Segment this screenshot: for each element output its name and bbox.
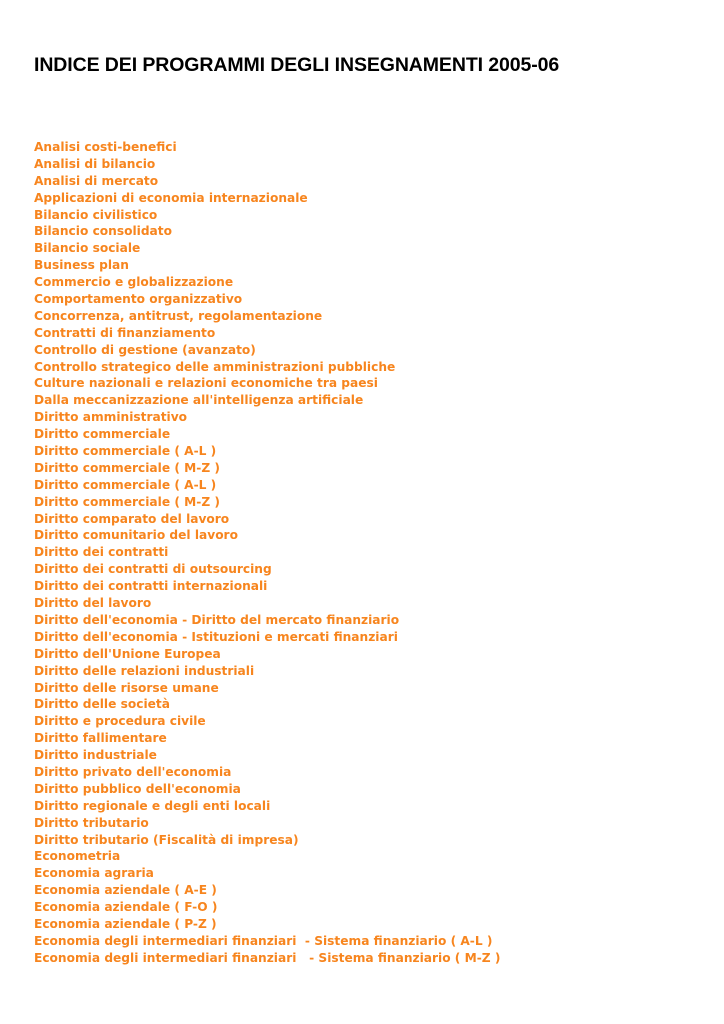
course-link[interactable]: Concorrenza, antitrust, regolamentazione bbox=[34, 308, 323, 323]
course-link[interactable]: Analisi di bilancio bbox=[34, 156, 156, 171]
course-link[interactable]: Economia degli intermediari finanziari - Sistema finanziario ( M-Z ) bbox=[34, 950, 501, 965]
course-link[interactable]: Diritto dei contratti bbox=[34, 545, 169, 560]
course-link[interactable]: Comportamento organizzativo bbox=[34, 292, 243, 307]
list-item bbox=[34, 544, 500, 561]
list-item bbox=[34, 359, 500, 376]
course-link[interactable]: Diritto delle relazioni industriali bbox=[34, 663, 255, 678]
course-link[interactable]: Dalla meccanizzazione all'intelligenza artificiale bbox=[34, 393, 364, 408]
course-link[interactable]: Culture nazionali e relazioni economiche tra paesi bbox=[34, 376, 378, 391]
list-item bbox=[34, 325, 500, 342]
list-item bbox=[34, 832, 500, 849]
list-item bbox=[34, 764, 500, 781]
list-item bbox=[34, 730, 500, 747]
list-item bbox=[34, 426, 500, 443]
course-link[interactable]: Diritto amministrativo bbox=[34, 410, 188, 425]
course-link[interactable]: Bilancio civilistico bbox=[34, 207, 158, 222]
list-item bbox=[34, 223, 500, 240]
course-link[interactable]: Diritto privato dell'economia bbox=[34, 764, 232, 779]
list-item bbox=[34, 629, 500, 646]
course-link[interactable]: Diritto delle società bbox=[34, 697, 170, 712]
course-link[interactable]: Diritto commerciale bbox=[34, 427, 171, 442]
course-link[interactable]: Diritto commerciale ( A-L ) bbox=[34, 444, 217, 459]
list-item bbox=[34, 578, 500, 595]
course-link[interactable]: Econometria bbox=[34, 849, 121, 864]
course-link[interactable]: Diritto regionale e degli enti locali bbox=[34, 798, 271, 813]
course-link[interactable]: Diritto tributario bbox=[34, 815, 149, 830]
course-link[interactable]: Diritto dell'Unione Europea bbox=[34, 646, 221, 661]
course-link[interactable]: Contratti di finanziamento bbox=[34, 325, 216, 340]
list-item bbox=[34, 257, 500, 274]
course-link[interactable]: Controllo di gestione (avanzato) bbox=[34, 342, 256, 357]
course-link[interactable]: Economia agraria bbox=[34, 866, 154, 881]
course-link[interactable]: Commercio e globalizzazione bbox=[34, 275, 234, 290]
course-link[interactable]: Bilancio sociale bbox=[34, 241, 141, 256]
list-item bbox=[34, 646, 500, 663]
course-link[interactable]: Diritto del lavoro bbox=[34, 596, 152, 611]
course-link[interactable]: Economia degli intermediari finanziari - Sistema finanziario ( A-L ) bbox=[34, 933, 493, 948]
course-link[interactable]: Diritto commerciale ( M-Z ) bbox=[34, 494, 220, 509]
course-link[interactable]: Analisi costi-benefici bbox=[34, 140, 177, 154]
list-item bbox=[34, 291, 500, 308]
course-link[interactable]: Diritto dell'economia - Diritto del mercato finanziario bbox=[34, 612, 400, 627]
list-item bbox=[34, 274, 500, 291]
course-link[interactable]: Economia aziendale ( A-E ) bbox=[34, 883, 217, 898]
list-item bbox=[34, 798, 500, 815]
course-link[interactable]: Diritto comparato del lavoro bbox=[34, 511, 230, 526]
list-item bbox=[34, 207, 500, 224]
list-item bbox=[34, 156, 500, 173]
list-item bbox=[34, 713, 500, 730]
list-item bbox=[34, 663, 500, 680]
list-item bbox=[34, 477, 500, 494]
course-link[interactable]: Diritto dei contratti di outsourcing bbox=[34, 562, 272, 577]
list-item bbox=[34, 848, 500, 865]
list-item bbox=[34, 443, 500, 460]
list-item bbox=[34, 561, 500, 578]
list-item bbox=[34, 342, 500, 359]
course-link[interactable]: Bilancio consolidato bbox=[34, 224, 172, 239]
list-item bbox=[34, 375, 500, 392]
course-link[interactable]: Business plan bbox=[34, 258, 129, 273]
course-link[interactable]: Applicazioni di economia internazionale bbox=[34, 190, 308, 205]
list-item bbox=[34, 680, 500, 697]
list-item bbox=[34, 392, 500, 409]
page-title: INDICE DEI PROGRAMMI DEGLI INSEGNAMENTI 2005-06 bbox=[34, 54, 560, 76]
list-item bbox=[34, 308, 500, 325]
course-link[interactable]: Controllo strategico delle amministrazioni pubbliche bbox=[34, 359, 396, 374]
list-item bbox=[34, 527, 500, 544]
list-item bbox=[34, 511, 500, 528]
course-link[interactable]: Economia aziendale ( F-O ) bbox=[34, 900, 218, 915]
course-link[interactable]: Diritto commerciale ( M-Z ) bbox=[34, 460, 220, 475]
list-item bbox=[34, 865, 500, 882]
list-item bbox=[34, 933, 500, 950]
course-link[interactable]: Diritto comunitario del lavoro bbox=[34, 528, 238, 543]
list-item bbox=[34, 950, 500, 967]
list-item bbox=[34, 815, 500, 832]
list-item bbox=[34, 240, 500, 257]
list-item bbox=[34, 494, 500, 511]
course-link[interactable]: Diritto fallimentare bbox=[34, 731, 167, 746]
course-link[interactable]: Economia aziendale ( P-Z ) bbox=[34, 916, 217, 931]
course-link[interactable]: Diritto industriale bbox=[34, 748, 157, 763]
list-item bbox=[34, 899, 500, 916]
list-item bbox=[34, 595, 500, 612]
list-item bbox=[34, 696, 500, 713]
list-item bbox=[34, 190, 500, 207]
list-item bbox=[34, 460, 500, 477]
list-item bbox=[34, 781, 500, 798]
course-link[interactable]: Diritto e procedura civile bbox=[34, 714, 206, 729]
list-item bbox=[34, 916, 500, 933]
course-link[interactable]: Diritto commerciale ( A-L ) bbox=[34, 477, 217, 492]
course-link[interactable]: Diritto dell'economia - Istituzioni e mercati finanziari bbox=[34, 629, 398, 644]
list-item bbox=[34, 139, 500, 156]
list-item bbox=[34, 173, 500, 190]
course-link[interactable]: Diritto dei contratti internazionali bbox=[34, 579, 268, 594]
course-link[interactable]: Analisi di mercato bbox=[34, 173, 159, 188]
list-item bbox=[34, 612, 500, 629]
list-item bbox=[34, 747, 500, 764]
course-index-list bbox=[34, 139, 500, 967]
list-item bbox=[34, 409, 500, 426]
course-link[interactable]: Diritto delle risorse umane bbox=[34, 680, 219, 695]
list-item bbox=[34, 882, 500, 899]
course-link[interactable]: Diritto tributario (Fiscalità di impresa) bbox=[34, 832, 299, 847]
course-link[interactable]: Diritto pubblico dell'economia bbox=[34, 781, 241, 796]
